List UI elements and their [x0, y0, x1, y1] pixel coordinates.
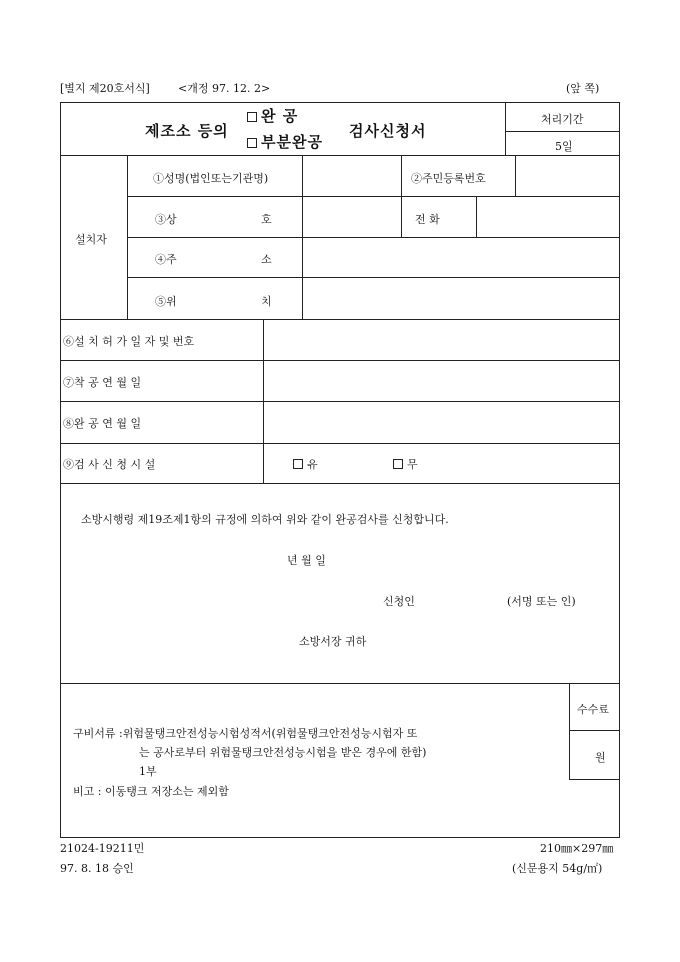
location-label-a: ⑤위: [155, 295, 177, 308]
rule: [127, 196, 620, 197]
processing-period-label: 처리기간: [541, 113, 584, 126]
remark: 비고 : 이동탱크 저장소는 제외함: [73, 785, 229, 798]
date-line: 년 월 일: [287, 554, 326, 567]
address-label-b: 소: [261, 253, 272, 266]
rule: [515, 155, 516, 196]
start-date-label: ⑦착 공 연 월 일: [63, 376, 142, 389]
form-number: [별지 제20호서식]: [60, 82, 150, 95]
rule: [127, 237, 620, 238]
partial-checkbox[interactable]: [247, 138, 257, 148]
installer-label: 설치자: [75, 233, 107, 246]
rule: [476, 196, 477, 237]
name-label: ①성명(법인또는기관명): [153, 172, 269, 185]
required-docs-line1: 구비서류 :위험물탱크안전성능시험성적서(위험물탱크안전성능시험자 또: [73, 727, 418, 740]
yes-label: 유: [307, 458, 318, 471]
applicant-label: 신청인: [383, 595, 415, 608]
rule: [61, 360, 620, 361]
yes-checkbox[interactable]: [293, 459, 303, 469]
option-partial-label: 부분완공: [261, 133, 323, 151]
rule: [569, 779, 620, 780]
application-form: [60, 102, 620, 838]
rule: [127, 155, 128, 319]
location-label-b: 치: [261, 295, 272, 308]
paper-type: (신문용지 54g/㎡): [512, 862, 603, 875]
rule: [61, 401, 620, 402]
rule: [263, 319, 264, 483]
facility-no: [393, 456, 418, 472]
paper-size: 210㎜×297㎜: [540, 842, 614, 855]
rule: [569, 730, 620, 731]
required-docs-line3: 1부: [139, 765, 157, 778]
rule: [401, 155, 402, 237]
phone-label: 전 화: [415, 213, 440, 226]
rule: [61, 683, 620, 684]
rule: [569, 683, 570, 779]
completion-date-label: ⑧완 공 연 월 일: [63, 417, 142, 430]
permit-date-label: ⑥설 치 허 가 일 자 및 번호: [63, 335, 195, 348]
signature-label: (서명 또는 인): [507, 595, 576, 608]
rule: [61, 319, 620, 320]
rule: [61, 443, 620, 444]
trade-name-label-a: ③상: [155, 213, 177, 226]
complete-checkbox[interactable]: [247, 112, 257, 122]
required-docs-line2: 는 공사로부터 위험물탱크안전성능시험을 받은 경우에 한함): [139, 746, 427, 759]
option-partial: [247, 131, 323, 152]
recipient: 소방서장 귀하: [299, 635, 367, 648]
facility-yes: [293, 456, 318, 472]
approval-date: 97. 8. 18 승인: [60, 862, 134, 875]
rule: [61, 483, 620, 484]
resident-id-label: ②주민등록번호: [411, 172, 486, 185]
option-complete-label: 완 공: [261, 107, 299, 125]
processing-period-value: 5일: [555, 140, 573, 153]
fee-unit: 원: [595, 751, 606, 764]
rule: [127, 277, 620, 278]
address-label-a: ④주: [155, 253, 177, 266]
fee-label: 수수료: [577, 703, 609, 716]
rule: [505, 103, 506, 155]
page-side: (앞 쪽): [566, 82, 600, 95]
rule: [505, 131, 620, 132]
revision-note: <개정 97. 12. 2>: [178, 82, 271, 95]
option-complete: [247, 105, 298, 126]
title-suffix: 검사신청서: [349, 122, 427, 140]
trade-name-label-b: 호: [261, 213, 272, 226]
no-label: 무: [407, 458, 418, 471]
form-code: 21024-19211민: [60, 842, 145, 855]
title-prefix: 제조소 등의: [145, 122, 229, 140]
statement-text: 소방시행령 제19조제1항의 규정에 의하여 위와 같이 완공검사를 신청합니다.: [81, 513, 449, 526]
no-checkbox[interactable]: [393, 459, 403, 469]
inspection-facility-label: ⑨검 사 신 청 시 설: [63, 458, 156, 471]
rule: [61, 155, 620, 156]
rule: [302, 155, 303, 319]
